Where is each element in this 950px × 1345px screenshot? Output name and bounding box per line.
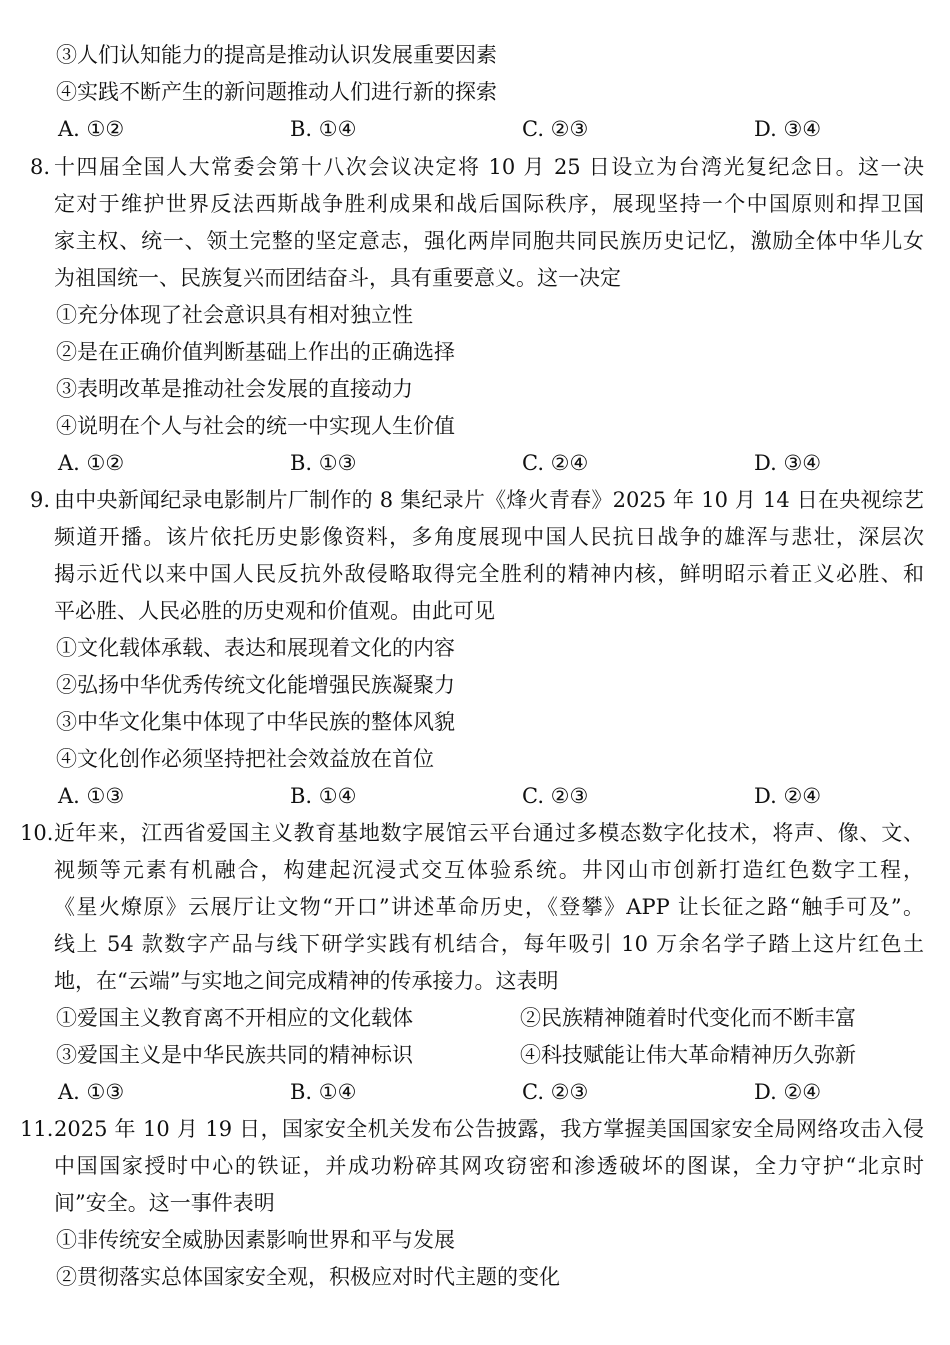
q11-number: 11. [20,1117,54,1141]
q9-number: 9. [30,488,51,512]
q9-stem-line: 平必胜、人民必胜的历史观和价值观。由此可见 [54,599,495,623]
q8-option-3: ③表明改革是推动社会发展的直接动力 [56,377,413,401]
q10-stem-line: 地，在“云端”与实地之间完成精神的传承接力。这表明 [54,969,559,993]
q10-number: 10. [20,821,54,845]
q8-option-2: ②是在正确价值判断基础上作出的正确选择 [56,340,455,364]
q10-option-2: ②民族精神随着时代变化而不断丰富 [520,1006,856,1030]
q7-option-3: ③人们认知能力的提高是推动认识发展重要因素 [56,43,497,67]
q8-choice-c: C. ②④ [522,451,589,475]
q7-choice-a: A. ①② [58,117,125,141]
q9-choice-a: A. ①③ [58,784,125,808]
q11-stem-line: 中国国家授时中心的铁证，并成功粉碎其网攻窃密和渗透破坏的图谋，全力守护“北京时 [54,1154,924,1178]
q9-stem-line: 揭示近代以来中国人民反抗外敌侵略取得完全胜利的精神内核，鲜明昭示着正义必胜、和 [54,562,924,586]
q7-choice-c: C. ②③ [522,117,589,141]
q9-option-2: ②弘扬中华优秀传统文化能增强民族凝聚力 [56,673,455,697]
q8-stem-line: 家主权、统一、领土完整的坚定意志，强化两岸同胞共同民族历史记忆，激励全体中华儿女 [54,229,924,253]
q9-choice-d: D. ②④ [754,784,822,808]
q8-choice-b: B. ①③ [290,451,357,475]
q10-option-4: ④科技赋能让伟大革命精神历久弥新 [520,1043,856,1067]
q8-stem-line: 为祖国统一、民族复兴而团结奋斗，具有重要意义。这一决定 [54,266,621,290]
q10-stem-line: 视频等元素有机融合，构建起沉浸式交互体验系统。井冈山市创新打造红色数字工程， [54,858,924,882]
q7-choice-b: B. ①④ [290,117,357,141]
q10-choice-d: D. ②④ [754,1080,822,1104]
q8-stem-line: 定对于维护世界反法西斯战争胜利成果和战后国际秩序，展现坚持一个中国原则和捍卫国 [54,192,924,216]
q10-stem-line: 近年来，江西省爱国主义教育基地数字展馆云平台通过多模态数字化技术，将声、像、文、 [54,821,924,845]
q11-stem-line: 2025 年 10 月 19 日，国家安全机关发布公告披露，我方掌握美国国家安全局网络攻击入侵 [54,1117,924,1141]
q9-option-4: ④文化创作必须坚持把社会效益放在首位 [56,747,434,771]
q7-choice-d: D. ③④ [754,117,822,141]
q11-stem-line: 间”安全。这一事件表明 [54,1191,275,1215]
q8-choice-d: D. ③④ [754,451,822,475]
q8-number: 8. [30,155,51,179]
q10-option-1: ①爱国主义教育离不开相应的文化载体 [56,1006,413,1030]
q9-option-1: ①文化载体承载、表达和展现着文化的内容 [56,636,455,660]
q8-stem-line: 十四届全国人大常委会第十八次会议决定将 10 月 25 日设立为台湾光复纪念日。这一决 [54,155,924,179]
q10-choice-a: A. ①③ [58,1080,125,1104]
q7-option-4: ④实践不断产生的新问题推动人们进行新的探索 [56,80,497,104]
q9-stem-line: 由中央新闻纪录电影制片厂制作的 8 集纪录片《烽火青春》2025 年 10 月 14 日在央视综艺 [54,488,924,512]
q8-option-4: ④说明在个人与社会的统一中实现人生价值 [56,414,455,438]
q8-option-1: ①充分体现了社会意识具有相对独立性 [56,303,413,327]
q11-option-2: ②贯彻落实总体国家安全观，积极应对时代主题的变化 [56,1265,560,1289]
q10-option-3: ③爱国主义是中华民族共同的精神标识 [56,1043,413,1067]
q10-stem-line: 线上 54 款数字产品与线下研学实践有机结合，每年吸引 10 万余名学子踏上这片红色土 [54,932,924,956]
q9-choice-c: C. ②③ [522,784,589,808]
q9-choice-b: B. ①④ [290,784,357,808]
q9-option-3: ③中华文化集中体现了中华民族的整体风貌 [56,710,455,734]
q8-choice-a: A. ①② [58,451,125,475]
q9-stem-line: 频道开播。该片依托历史影像资料，多角度展现中国人民抗日战争的雄浑与悲壮，深层次 [54,525,924,549]
q10-choice-c: C. ②③ [522,1080,589,1104]
q11-option-1: ①非传统安全威胁因素影响世界和平与发展 [56,1228,455,1252]
q10-stem-line: 《星火燎原》云展厅让文物“开口”讲述革命历史，《登攀》APP 让长征之路“触手可及”。 [54,895,924,919]
q10-choice-b: B. ①④ [290,1080,357,1104]
